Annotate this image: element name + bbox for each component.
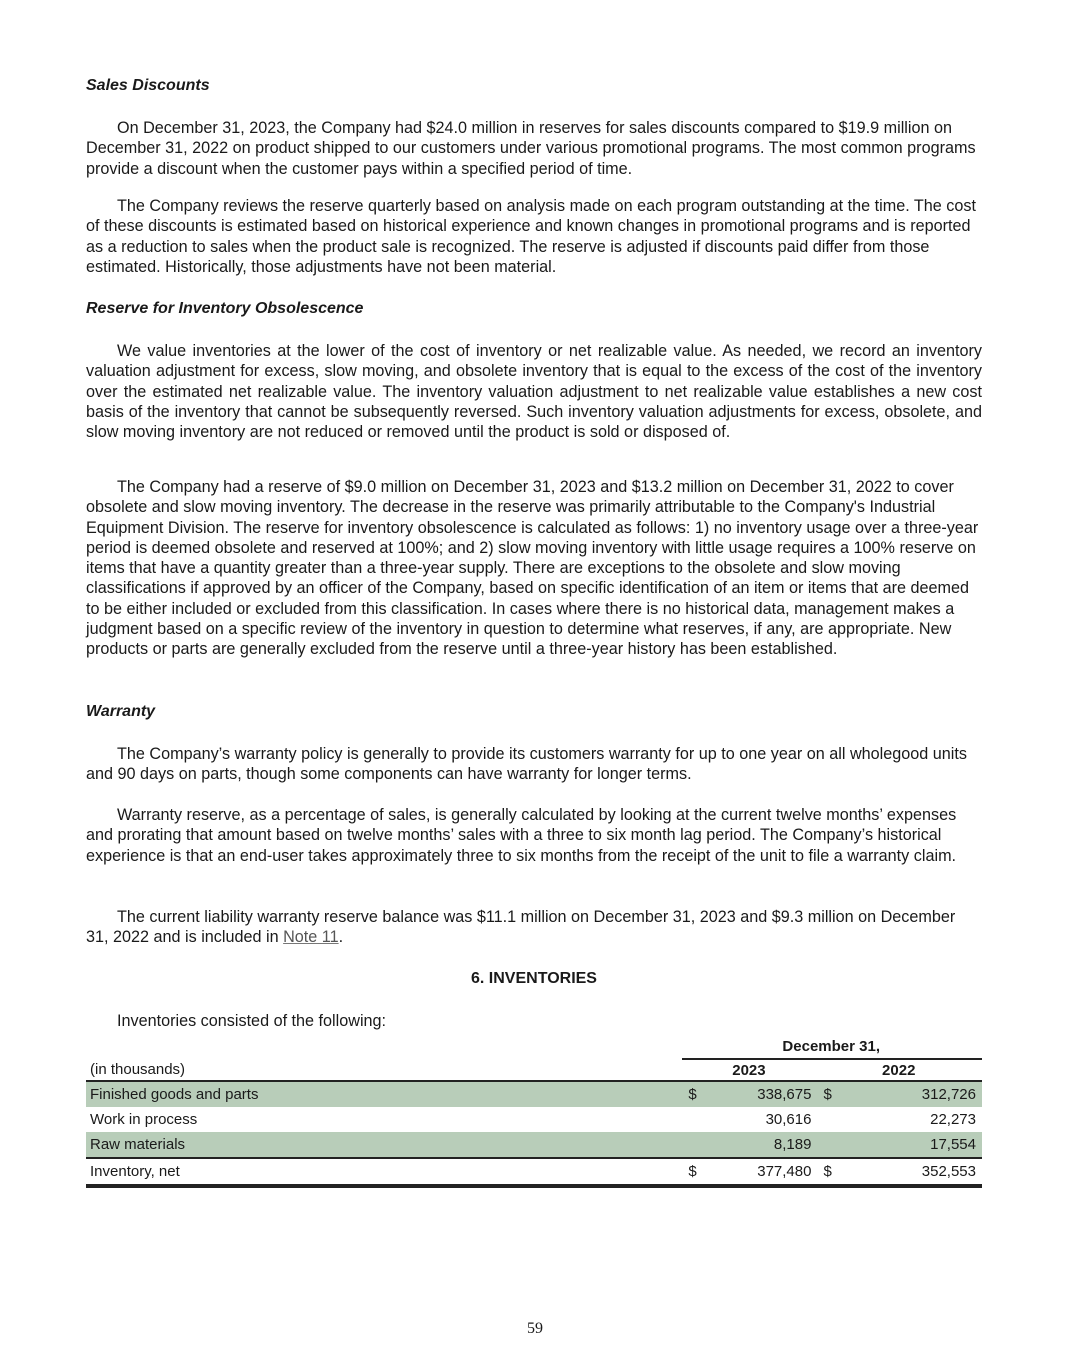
table-row (86, 1132, 982, 1158)
value-2022: 352,553 (849, 1158, 982, 1186)
page-number: 59 (527, 1320, 543, 1337)
table-row (86, 1107, 982, 1132)
heading-warranty: Warranty (86, 703, 156, 720)
currency-symbol: $ (817, 1158, 849, 1186)
currency-symbol (682, 1107, 714, 1132)
year-header: 2023 (682, 1059, 817, 1081)
value-2022: 312,726 (849, 1081, 982, 1107)
paragraph-text: . (338, 928, 344, 947)
paragraph: On December 31, 2023, the Company had $24.0 million in reserves for sales discounts compared to $19.9 million on December 31, 2022 on product shipped to our customers under various promotional programs. The most common programs provide a discount when the customer pays within a specified period of time. (86, 119, 976, 178)
currency-symbol: $ (682, 1158, 714, 1186)
row-label: Finished goods and parts (86, 1081, 682, 1107)
paragraph: Warranty reserve, as a percentage of sales, is generally calculated by looking at the current twelve months’ expenses and prorating that amount based on twelve months’ sales with a three to six month lag period. The Company’s historical experience is that an end-user takes approximately three to six months from the receipt of the unit to file a warranty claim. (86, 806, 957, 865)
inventories-table (86, 1034, 982, 1188)
paragraph: The Company reviews the reserve quarterly based on analysis made on each program outstanding at the time. The cost of these discounts is estimated based on historical experience and known changes in promotional programs and is reported as a reduction to sales when the product sale is recognized. The reserve is adjusted if discounts paid differ from those estimated. Historically, those adjustments have not been material. (86, 197, 976, 276)
currency-symbol (817, 1107, 849, 1132)
unit-label: (in thousands) (86, 1059, 682, 1081)
currency-symbol (682, 1132, 714, 1158)
row-label: Work in process (90, 1111, 198, 1128)
table-total-row (86, 1158, 982, 1186)
row-label: Inventory, net (86, 1158, 682, 1186)
heading-sales-discounts: Sales Discounts (86, 77, 210, 94)
paragraph (86, 907, 982, 948)
currency-symbol (817, 1132, 849, 1158)
paragraph: The Company’s warranty policy is generally to provide its customers warranty for up to one year on all wholegood units and 90 days on parts, though some components can have warranty for longer terms. (86, 745, 967, 784)
paragraph: The Company had a reserve of $9.0 million on December 31, 2023 and $13.2 million on December 31, 2022 to cover obsolete and slow moving inventory. The decrease in the reserve was primarily attributable to the Company's Industrial Equipment Division. The reserve for inventory obsolescence is calculated as follows: 1) no inventory usage over a three-year period is deemed obsolete and reserved at 100%; and 2) slow moving inventory with little usage requires a 100% reserve on items that have a quantity greater than a three-year supply. There are exceptions to the obsolete and slow moving classifications if approved by an officer of the Company, based on specific identification of an item or items that are deemed to be either included or excluded from this classification. In cases where there is no historical data, management makes a judgment based on a specific review of the inventory in question to determine what reserves, if any, are appropriate. New products or parts are generally excluded from the reserve until a three-year history has been established. (86, 478, 979, 659)
row-label: Raw materials (86, 1132, 682, 1158)
table-row (86, 1081, 982, 1107)
paragraph-text: The current liability warranty reserve balance was $11.1 million on December 31, 2023 and $9.3 million on December 31, 2022 and is included in (86, 908, 956, 947)
value-2022: 22,273 (930, 1111, 976, 1128)
table-intro: Inventories consisted of the following: (117, 1012, 387, 1030)
paragraph: We value inventories at the lower of the cost of inventory or net realizable value. As needed, we record an inventory valuation adjustment for excess, slow moving, and obsolete inventory that is equal to the excess of the cost of the inventory over the estimated net realizable value. The inventory valuation adjustment to net realizable value establishes a new cost basis of the inventory that cannot be subsequently reversed. Such inventory valuation adjustments for excess, obsolete, and slow moving inventory are not reduced or removed until the product is sold or disposed of. (86, 342, 982, 442)
heading-inventory-obsolescence: Reserve for Inventory Obsolescence (86, 300, 364, 317)
year-header: 2022 (817, 1059, 982, 1081)
table-header-row (86, 1059, 982, 1081)
value-2022: 17,554 (849, 1132, 982, 1158)
currency-symbol: $ (817, 1081, 849, 1107)
value-2023: 8,189 (714, 1132, 817, 1158)
section-title: 6. INVENTORIES (471, 970, 597, 987)
value-2023: 377,480 (714, 1158, 817, 1186)
currency-symbol: $ (682, 1081, 714, 1107)
table-header-row (86, 1034, 982, 1059)
period-header: December 31, (682, 1034, 982, 1059)
value-2023: 338,675 (714, 1081, 817, 1107)
value-2023: 30,616 (765, 1111, 812, 1128)
note-11-link[interactable]: Note 11 (283, 928, 339, 947)
